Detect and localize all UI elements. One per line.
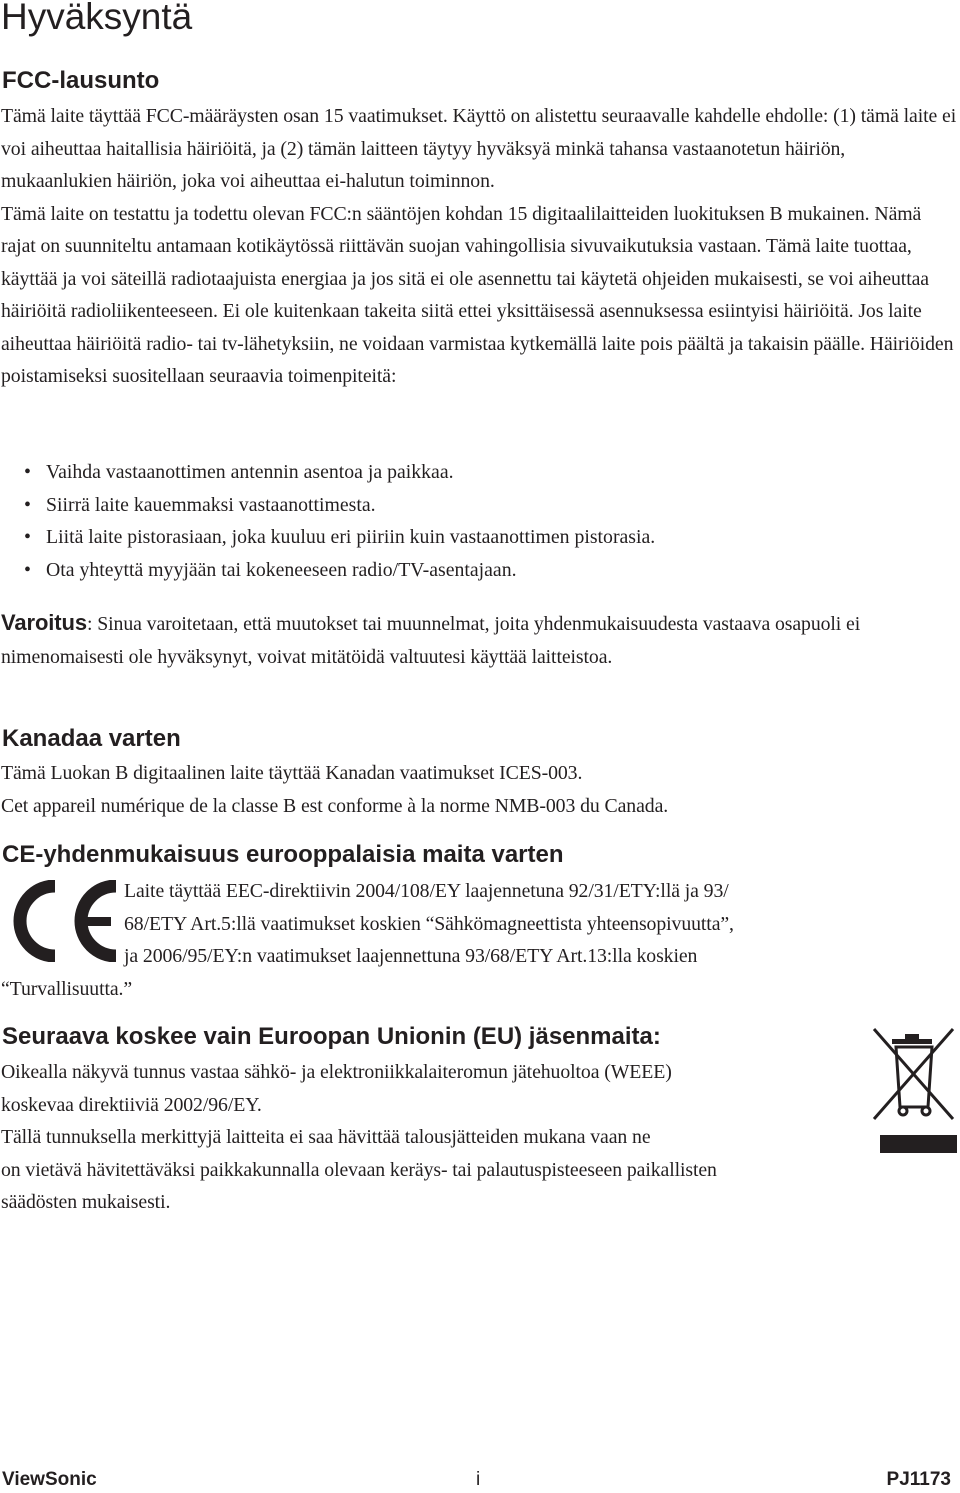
- ce-line-3: ja 2006/95/EY:n vaatimukset laajennettuna 93/68/ETY Art.13:lla koskien: [124, 945, 698, 967]
- list-item: • Liitä laite pistorasiaan, joka kuuluu eri piiriin kuin vastaanottimen pistorasia.: [24, 521, 655, 554]
- eu-heading: Seuraava koskee vain Euroopan Unionin (EU) jäsenmaita:: [2, 1023, 661, 1050]
- ce-last-line: “Turvallisuutta.”: [1, 978, 133, 1000]
- eu-line-2: koskevaa direktiiviä 2002/96/EY.: [1, 1093, 262, 1116]
- fcc-body: [1, 100, 958, 393]
- fcc-paragraph-2: Tämä laite on testattu ja todettu olevan FCC:n sääntöjen kohdan 15 digitaalilaitteiden luokituksen B mukainen. Nämä rajat on suunniteltu antamaan kotikäytössä riittävän suojan vahingollisia sivuvaikutuksia vastaan. Tämä laite tuottaa, käyttää ja voi säteillä radiotaajuista energiaa ja jos sitä ei ole asennettu tai käytetä ohjeiden mukaisesti, se voi aiheuttaa häiriöitä radioliikenteeseen. Ei ole kuitenkaan takeita siitä ettei yksittäisessä asennuksessa esiintyisi häiriöitä. Jos laite aiheuttaa häiriöitä radio- tai tv-lähetyksiin, ne voidaan varmistaa kytkemällä laite pois päältä ja takaisin päälle. Häiriöiden poistamiseksi suositellaan seuraavia toimenpiteitä:: [1, 202, 954, 387]
- canada-line-1: Tämä Luokan B digitaalinen laite täyttää Kanadan vaatimukset ICES-003.: [1, 762, 583, 784]
- fcc-paragraph-1: Tämä laite täyttää FCC-määräysten osan 15 vaatimukset. Käyttö on alistettu seuraavalle kahdelle ehdolle: (1) tämä laite ei voi aiheuttaa haitallisia häiriöitä, ja (2) tämän laitteen täytyy hyväksyä minkä tahansa vastaanotetun häiriön, mukaanlukien häiriön, joka voi aiheuttaa ei-halutun toiminnon.: [1, 105, 957, 192]
- ce-line-1: Laite täyttää EEC-direktiivin 2004/108/EY laajennetuna 92/31/ETY:llä ja 93/: [124, 880, 729, 902]
- eu-body: [1, 1056, 958, 1219]
- ce-mark-icon: [3, 880, 120, 962]
- fcc-heading: FCC-lausunto: [2, 67, 160, 94]
- footer-page-number: i: [476, 1469, 481, 1490]
- eu-line-5: säädösten mukaisesti.: [1, 1191, 171, 1213]
- ce-body: [124, 875, 924, 973]
- warning-text: : Sinua varoitetaan, että muutokset tai muunnelmat, joita yhdenmukaisuudesta vastaava osapuoli ei nimenomaisesti ole hyväksynyt, voivat mitätöidä valtuutesi käyttää laitteistoa.: [1, 613, 861, 668]
- footer-brand: ViewSonic: [2, 1469, 97, 1490]
- eu-line-1: Oikealla näkyvä tunnus vastaa sähkö- ja elektroniikkalaiteromun jätehuoltoa (WEEE): [1, 1061, 672, 1083]
- fcc-measures-list: [24, 456, 655, 586]
- ce-heading: CE-yhdenmukaisuus eurooppalaisia maita varten: [2, 841, 564, 868]
- canada-heading: Kanadaa varten: [2, 725, 181, 752]
- eu-line-4: on vietävä hävitettäväksi paikkakunnalla olevaan keräys- tai palautuspisteeseen paikallisten: [1, 1158, 717, 1181]
- list-item: • Ota yhteyttä myyjään tai kokeneeseen radio/TV-asentajaan.: [24, 554, 655, 587]
- list-item: • Vaihda vastaanottimen antennin asentoa ja paikkaa.: [24, 456, 655, 489]
- page-title: Hyväksyntä: [1, 0, 193, 37]
- footer-model: PJ1173: [886, 1469, 951, 1490]
- warning-label: Varoitus: [1, 610, 88, 635]
- eu-line-3: Tällä tunnuksella merkittyjä laitteita ei saa hävittää talousjätteiden mukana vaan ne: [1, 1126, 651, 1148]
- crossed-out-wheeled-bin-icon: [870, 1025, 957, 1153]
- canada-body: [1, 757, 958, 822]
- canada-line-2: Cet appareil numérique de la classe B est conforme à la norme NMB-003 du Canada.: [1, 794, 669, 817]
- warning-paragraph: [1, 607, 958, 673]
- list-item: • Siirrä laite kauemmaksi vastaanottimesta.: [24, 489, 655, 522]
- ce-line-2: 68/ETY Art.5:llä vaatimukset koskien “Sähkömagneettista yhteensopivuutta”,: [124, 912, 734, 935]
